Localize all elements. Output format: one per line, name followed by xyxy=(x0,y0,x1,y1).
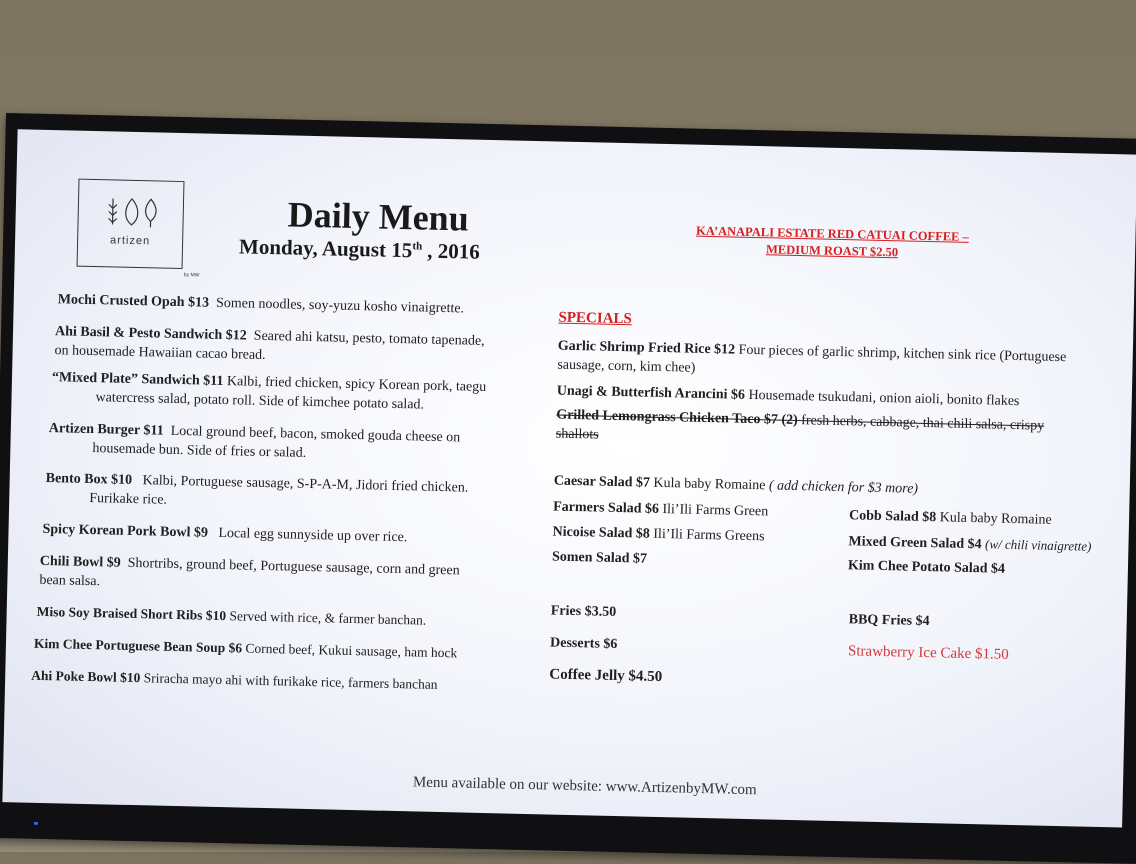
menu-item-short-ribs: Miso Soy Braised Short Ribs $10 Served with rice, & farmer banchan. xyxy=(36,603,427,628)
menu-item-pork-bowl: Spicy Korean Pork Bowl $9 Local egg sunnyside up over rice. xyxy=(42,521,408,546)
special-item-arancini: Unagi & Butterfish Arancini $6 Housemade tsukudani, onion aioli, bonito flakes xyxy=(556,383,1020,410)
special-item-shrimp: Garlic Shrimp Fried Rice $12 Four pieces of garlic shrimp, kitchen sink rice (Portuguese sausage, corn, kim chee) xyxy=(557,338,1067,376)
logo-wordmark: artizen xyxy=(109,234,151,248)
side-fries: Fries $3.50 xyxy=(550,603,617,620)
logo-byline: by MW xyxy=(183,272,200,279)
website-footer: Menu available on our website: www.ArtizenbyMW.com xyxy=(412,774,757,799)
side-coffee-jelly: Coffee Jelly $4.50 xyxy=(549,666,663,686)
menu-item-chili-bowl: Chili Bowl $9 Shortribs, ground beef, Portuguese sausage, corn and green bean salsa. xyxy=(39,553,460,590)
salad-farmers: Farmers Salad $6 Ili’Ili Farms Green xyxy=(553,499,769,520)
specials-heading: SPECIALS xyxy=(558,309,633,328)
menu-date: Monday, August 15th , 2016 xyxy=(238,234,481,264)
menu-item-poke-bowl: Ahi Poke Bowl $10 Sriracha mayo ahi with furikake rice, farmers banchan xyxy=(31,667,438,692)
salad-kim-chee-potato: Kim Chee Potato Salad $4 xyxy=(847,558,1006,577)
coffee-special: KA’ANAPALI ESTATE RED CATUAI COFFEE – MEDIUM ROAST $2.50 xyxy=(695,223,970,260)
side-desserts: Desserts $6 xyxy=(549,635,618,653)
menu-screen xyxy=(2,129,1136,827)
salad-mixed-green: Mixed Green Salad $4 (w/ chili vinaigrette) xyxy=(848,534,1092,554)
menu-item-burger: Artizen Burger $11 Local ground beef, bacon, smoked gouda cheese on housemade bun. Side of fries or salad. xyxy=(48,421,461,461)
leaf-icon xyxy=(104,194,159,233)
salad-somen: Somen Salad $7 xyxy=(551,549,648,567)
menu-item-opah: Mochi Crusted Opah $13 Somen noodles, soy-yuzu kosho vinaigrette. xyxy=(57,292,465,317)
menu-title: Daily Menu xyxy=(287,194,470,239)
salad-nicoise: Nicoise Salad $8 Ili’Ili Farms Greens xyxy=(552,524,765,545)
menu-item-bento: Bento Box $10 Kalbi, Portuguese sausage, S-P-A-M, Jidori fried chicken. Furikake rice. xyxy=(45,470,469,508)
dessert-strawberry-ice-cake: Strawberry Ice Cake $1.50 xyxy=(847,643,1009,663)
tv-monitor xyxy=(0,113,1136,864)
menu-item-mixed-plate: “Mixed Plate” Sandwich $11 Kalbi, fried chicken, spicy Korean pork, taegu watercress salad, potato roll. Side of kimchee potato salad. xyxy=(51,370,487,413)
power-led xyxy=(34,822,38,825)
menu-item-ahi-sandwich: Ahi Basil & Pesto Sandwich $12 Seared ahi katsu, pesto, tomato tapenade, on housemade Hawaiian cacao bread. xyxy=(54,324,485,363)
special-item-taco: Grilled Lemongrass Chicken Taco $7 (2) fresh herbs, cabbage, thai chili salsa, crispy shallots xyxy=(555,407,1045,443)
salad-cobb: Cobb Salad $8 Kula baby Romaine xyxy=(848,508,1052,528)
salad-caesar: Caesar Salad $7 Kula baby Romaine ( add chicken for $3 more) xyxy=(553,473,919,497)
side-bbq-fries: BBQ Fries $4 xyxy=(848,612,930,630)
menu-item-bean-soup: Kim Chee Portuguese Bean Soup $6 Corned beef, Kukui sausage, ham hock xyxy=(33,635,458,661)
artizen-logo xyxy=(77,179,200,279)
